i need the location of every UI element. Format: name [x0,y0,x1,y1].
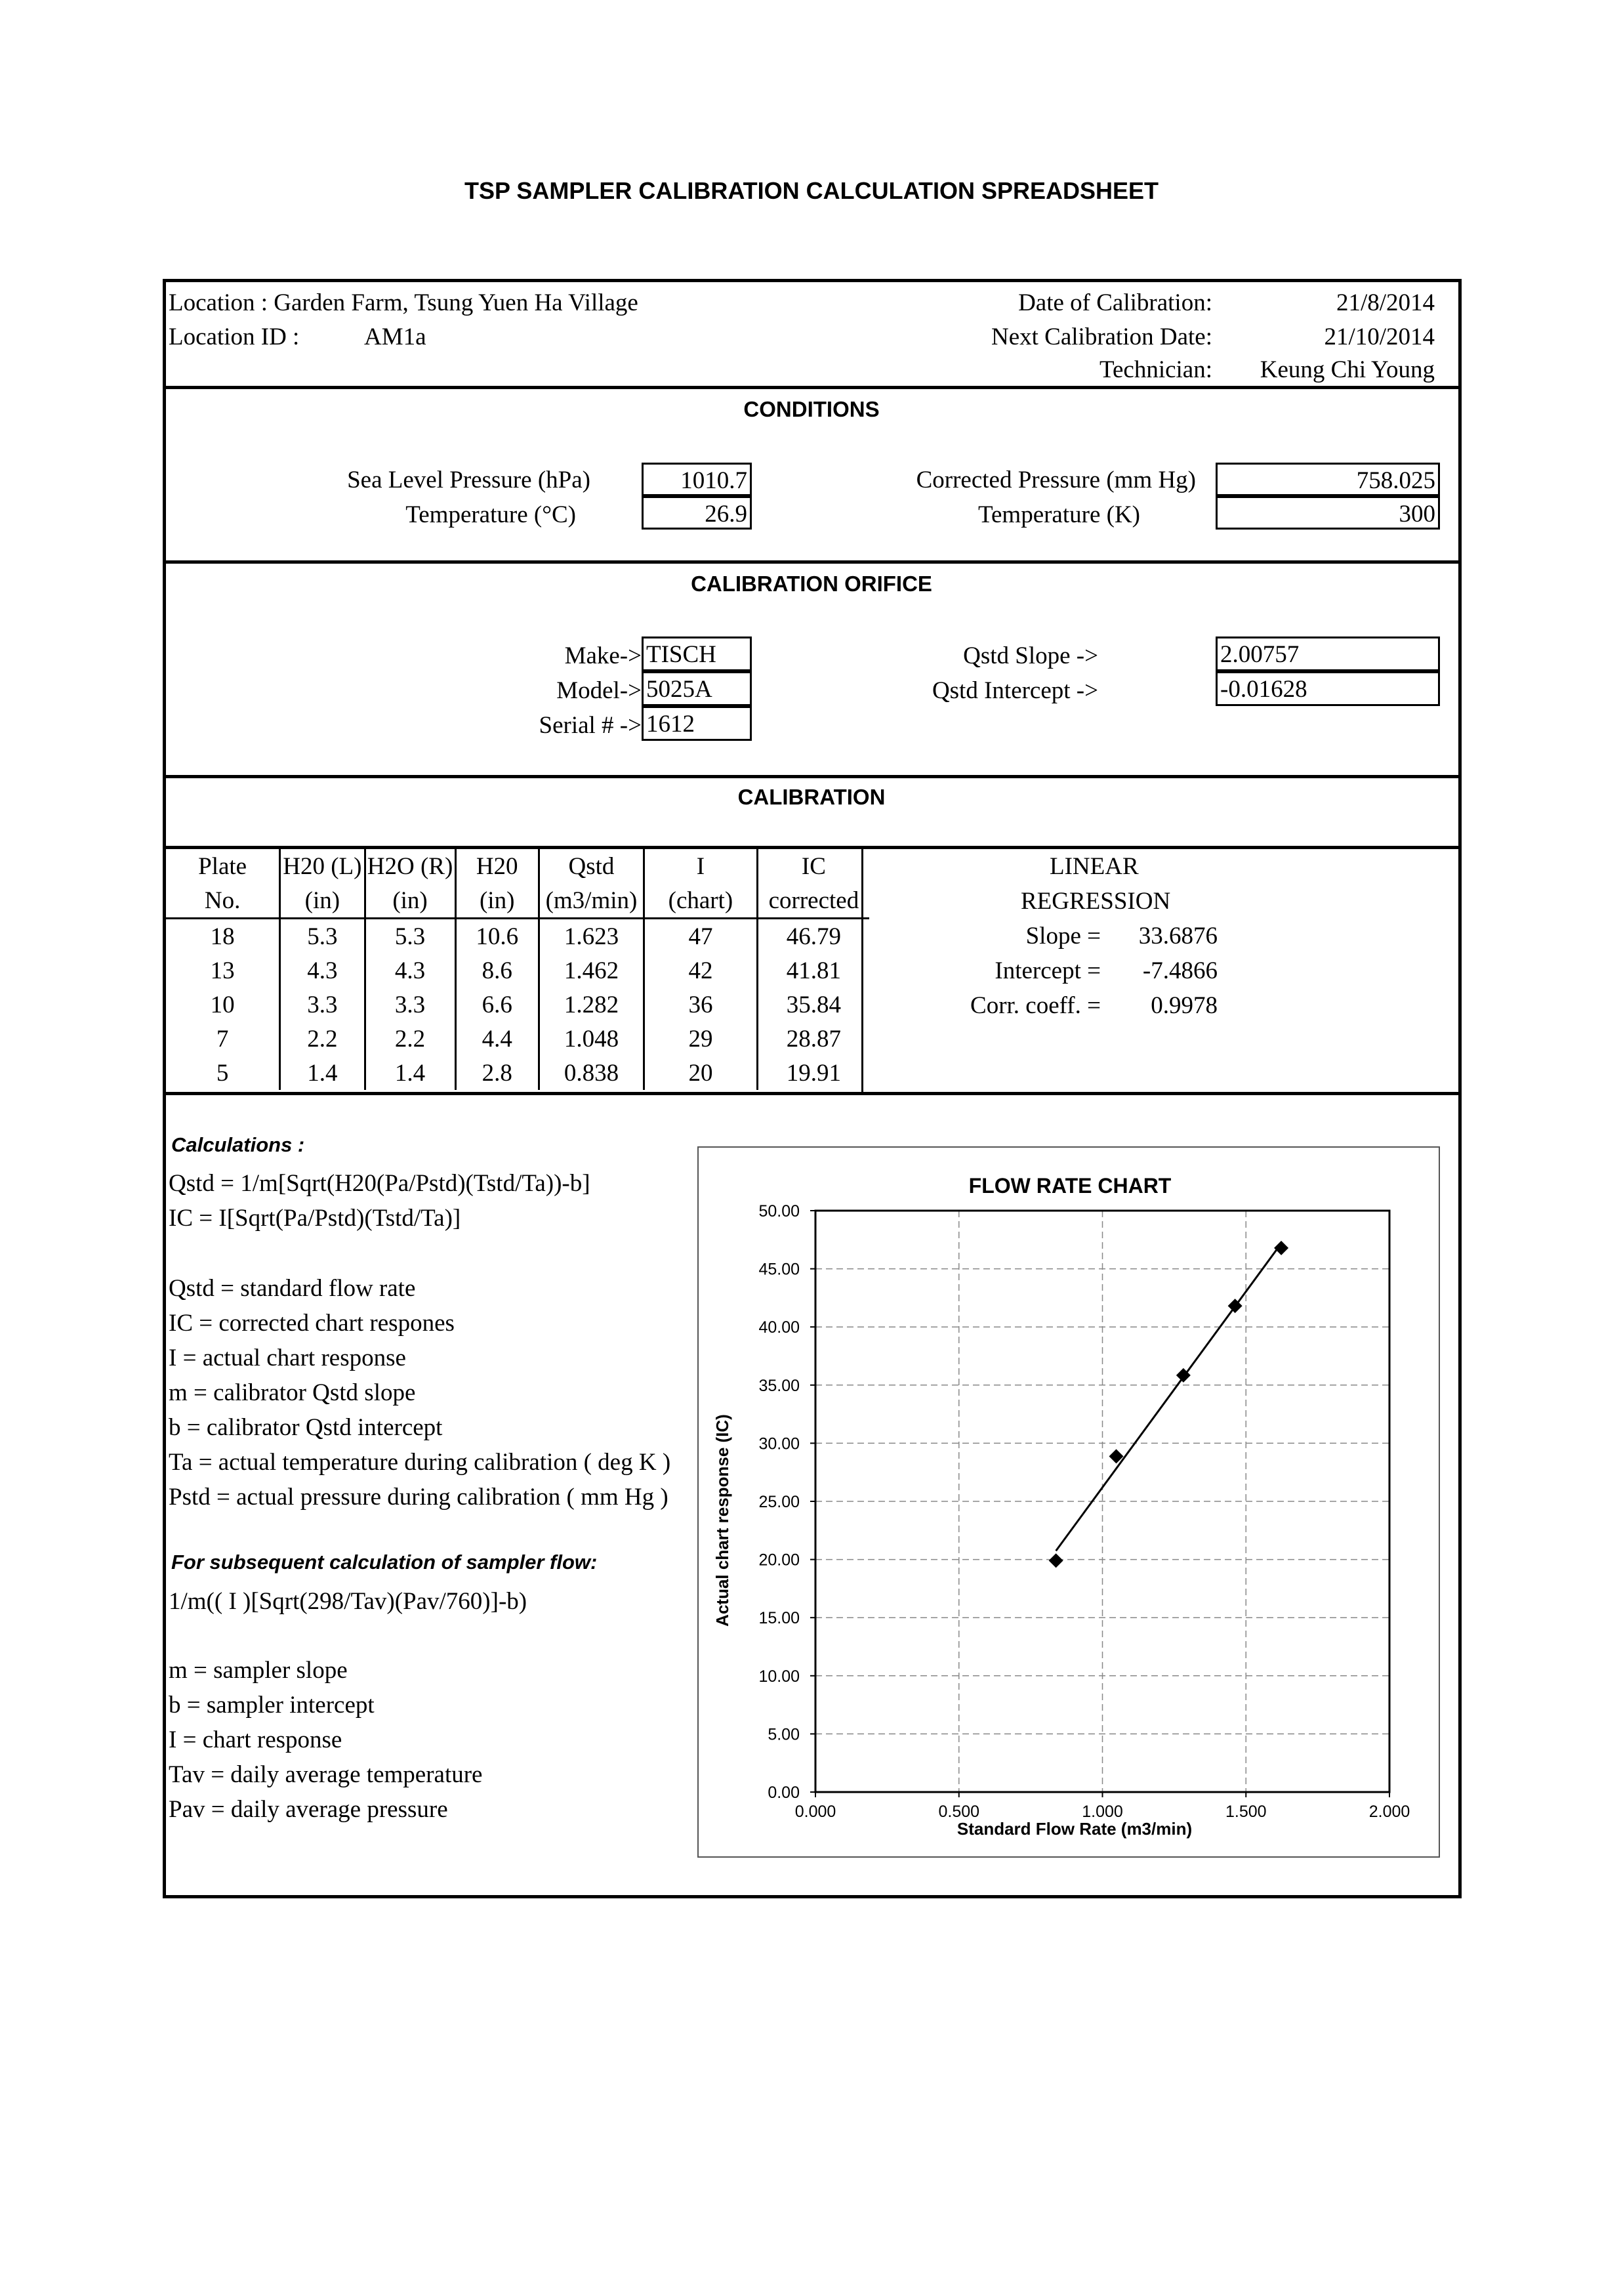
definition-line: Tav = daily average temperature [169,1761,483,1788]
formula-ic: IC = I[Sqrt(Pa/Pstd)(Tstd/Ta)] [169,1205,461,1232]
cell-ic: 35.84 [757,988,869,1022]
y-tick-label: 0.00 [768,1784,800,1802]
regression-heading-1: LINEAR [1050,853,1139,880]
page-title: TSP SAMPLER CALIBRATION CALCULATION SPREADSHEET [464,177,1159,204]
model-label: Model-> [556,677,642,704]
calculations-heading: Calculations : [171,1133,305,1156]
sea-level-pressure-value: 1010.7 [642,463,752,496]
location-id: AM1a [364,324,426,350]
technician-name: Keung Chi Young [1260,356,1435,383]
y-axis-ticks [758,1202,815,1802]
cell-i: 20 [644,1056,758,1090]
chart-gridlines [815,1211,1389,1792]
x-axis-label: Standard Flow Rate (m3/min) [956,1819,1193,1839]
table-header-row-units [166,883,869,919]
y-tick-label: 20.00 [758,1551,800,1570]
make-value: TISCH [642,637,752,671]
col-unit-i: (chart) [644,883,758,919]
qstd-slope-label: Qstd Slope -> [963,642,1098,669]
y-axis-label: Actual chart response (IC) [712,1414,732,1627]
conditions-heading: CONDITIONS [743,397,880,421]
cell-plate: 5 [216,1059,229,1087]
y-tick-label: 25.00 [758,1493,800,1511]
cell-ic: 19.91 [757,1056,869,1090]
y-tick-label: 45.00 [758,1260,800,1279]
cell-i: 36 [644,988,758,1022]
cell-plate: 18 [166,919,280,954]
x-tick-label: 0.000 [794,1803,836,1821]
definition-line: Pstd = actual pressure during calibration ( mm Hg ) [169,1484,668,1511]
next-calibration-label: Next Calibration Date: [991,324,1212,350]
divider-orifice [163,775,1462,778]
chart-title: FLOW RATE CHART [968,1174,1172,1198]
chart-svg [699,1148,1439,1856]
calibration-table [166,849,869,1090]
cell-qstd: 1.282 [539,988,644,1022]
serial-label: Serial # -> [539,712,642,739]
cell-h2o-right: 2.2 [365,1022,455,1056]
cell-h2o-left: 1.4 [280,1056,365,1090]
cell-h2o-right: 3.3 [365,988,455,1022]
divider-header [163,386,1462,389]
cell-h2o-right: 1.4 [365,1056,455,1090]
cell-i: 42 [644,953,758,988]
definition-line: Qstd = standard flow rate [169,1275,416,1302]
col-unit-h2o: (in) [455,883,539,919]
col-header-h2o: H20 [455,849,539,883]
cell-plate: 13 [210,957,235,984]
table-row [166,1022,869,1056]
definition-line: b = calibrator Qstd intercept [169,1414,443,1441]
data-point [1049,1553,1063,1568]
definition-line: Ta = actual temperature during calibration ( deg K ) [169,1449,671,1476]
make-label: Make-> [564,642,642,669]
cell-h2o: 4.4 [455,1022,539,1056]
corrected-pressure-label: Corrected Pressure (mm Hg) [916,467,1196,493]
divider-table [163,1092,1462,1095]
temperature-c-value: 26.9 [642,496,752,530]
cell-h2o-left: 4.3 [280,953,365,988]
calibration-date: 21/8/2014 [1336,289,1435,316]
cell-plate: 10 [210,991,235,1018]
next-calibration-date: 21/10/2014 [1324,324,1435,350]
temperature-c-label: Temperature (°C) [405,501,576,528]
table-row [166,919,869,954]
regression-corr-label: Corr. coeff. = [970,992,1101,1019]
regression-slope-label: Slope = [1025,923,1101,950]
qstd-intercept-label: Qstd Intercept -> [932,677,1098,704]
cell-h2o: 2.8 [455,1056,539,1090]
col-unit-ic: corrected [757,883,869,919]
x-axis-ticks [795,1792,1410,1821]
location-label: Location : Garden Farm, Tsung Yuen Ha Village [169,289,638,316]
sea-level-pressure-label: Sea Level Pressure (hPa) [347,467,590,493]
calibration-heading: CALIBRATION [737,785,886,809]
location-id-label: Location ID : [169,324,300,350]
orifice-heading: CALIBRATION ORIFICE [691,572,932,596]
col-header-h2o-right: H2O (R) [365,849,455,883]
corrected-pressure-value: 758.025 [1216,463,1440,496]
cell-h2o-left: 5.3 [280,919,365,954]
regression-intercept-value: -7.4866 [1142,957,1218,984]
col-header-qstd: Qstd [539,849,644,883]
col-header-plate: Plate [198,852,247,880]
cell-plate: 7 [216,1025,229,1053]
y-tick-label: 30.00 [758,1434,800,1453]
cell-h2o: 8.6 [455,953,539,988]
y-tick-label: 50.00 [758,1202,800,1221]
qstd-slope-value: 2.00757 [1216,637,1440,671]
cell-qstd: 1.462 [539,953,644,988]
cell-h2o-right: 4.3 [365,953,455,988]
table-row [166,953,869,988]
col-header-i: I [644,849,758,883]
calibration-date-label: Date of Calibration: [1018,289,1212,316]
cell-ic: 41.81 [757,953,869,988]
cell-h2o-left: 3.3 [280,988,365,1022]
cell-h2o-left: 2.2 [280,1022,365,1056]
cell-ic: 28.87 [757,1022,869,1056]
cell-h2o: 10.6 [455,919,539,954]
cell-h2o-right: 5.3 [365,919,455,954]
x-tick-label: 1.500 [1225,1803,1267,1821]
definition-line: m = sampler slope [169,1657,348,1684]
table-header-row [166,849,869,883]
subsequent-formula: 1/m(( I )[Sqrt(298/Tav)(Pav/760)]-b) [169,1588,527,1615]
definition-line: IC = corrected chart respones [169,1310,455,1337]
regression-heading-2: REGRESSION [1021,888,1171,915]
col-unit-h2o-right: (in) [365,883,455,919]
cell-i: 29 [644,1022,758,1056]
x-tick-label: 1.000 [1082,1803,1123,1821]
regression-slope-value: 33.6876 [1138,923,1218,950]
definition-line: I = chart response [169,1726,342,1753]
col-unit-plate: No. [204,887,241,914]
x-tick-label: 0.500 [938,1803,980,1821]
trendline [1056,1243,1281,1551]
table-row [166,988,869,1022]
definition-line: m = calibrator Qstd slope [169,1379,416,1406]
divider-conditions [163,560,1462,564]
definition-line: b = sampler intercept [169,1692,375,1719]
definition-line: Pav = daily average pressure [169,1796,448,1823]
y-tick-label: 35.00 [758,1376,800,1395]
temperature-k-value: 300 [1216,496,1440,530]
definition-line: I = actual chart response [169,1345,406,1371]
col-header-h2o-left: H20 (L) [280,849,365,883]
y-tick-label: 40.00 [758,1318,800,1337]
data-point [1274,1241,1288,1255]
subsequent-heading: For subsequent calculation of sampler flow: [171,1551,598,1574]
col-unit-h2o-left: (in) [280,883,365,919]
x-tick-label: 2.000 [1368,1803,1410,1821]
cell-qstd: 1.048 [539,1022,644,1056]
data-points [1049,1241,1288,1568]
cell-qstd: 1.623 [539,919,644,954]
temperature-k-label: Temperature (K) [977,501,1140,528]
flow-rate-chart [697,1146,1440,1858]
y-tick-label: 15.00 [758,1609,800,1628]
model-value: 5025A [642,671,752,706]
y-tick-label: 10.00 [758,1667,800,1686]
col-header-ic: IC [757,849,869,883]
technician-label: Technician: [1099,356,1212,383]
regression-corr-value: 0.9978 [1151,992,1218,1019]
cell-h2o: 6.6 [455,988,539,1022]
formula-qstd: Qstd = 1/m[Sqrt(H20(Pa/Pstd)(Tstd/Ta))-b] [169,1170,590,1197]
table-row [166,1056,869,1090]
table-right-border [861,849,863,1092]
cell-i: 47 [644,919,758,954]
col-unit-qstd: (m3/min) [539,883,644,919]
regression-intercept-label: Intercept = [995,957,1101,984]
qstd-intercept-value: -0.01628 [1216,671,1440,706]
y-tick-label: 5.00 [768,1725,800,1744]
serial-value: 1612 [642,706,752,741]
cell-qstd: 0.838 [539,1056,644,1090]
cell-ic: 46.79 [757,919,869,954]
